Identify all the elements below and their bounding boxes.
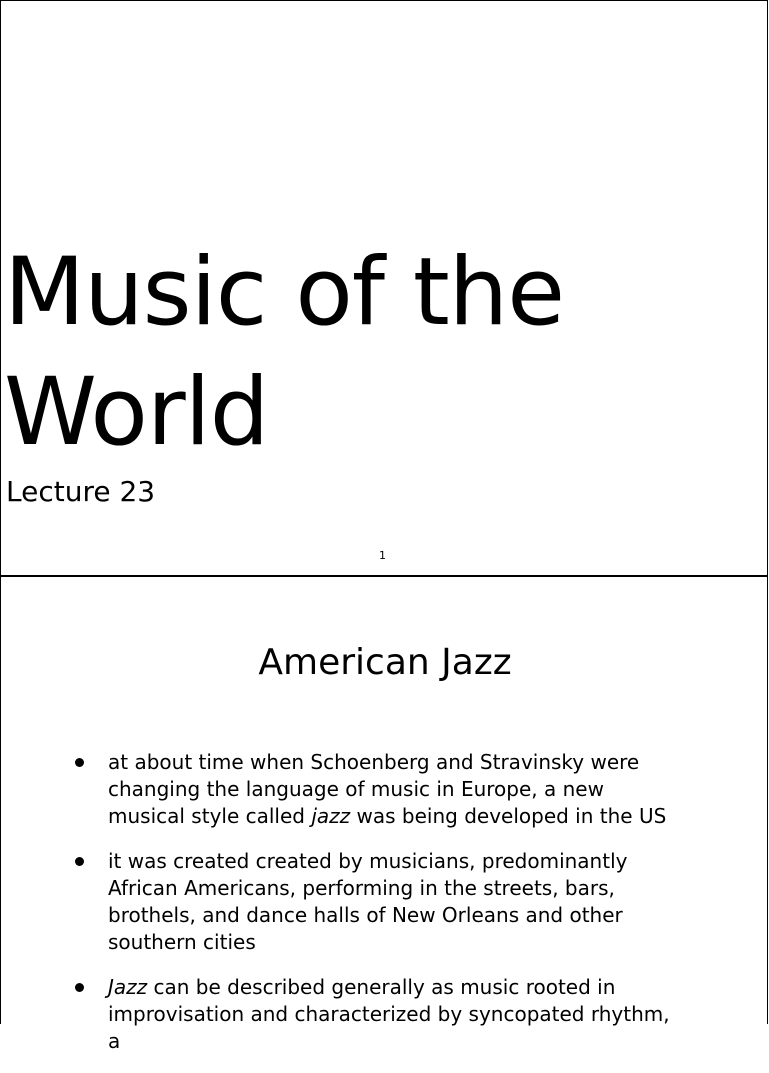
bullet-text-3: can be described generally as music rooted in improvisation and characterized by syncopated rhythm, a — [108, 975, 670, 1053]
bullet-italic-jazz: jazz — [311, 804, 351, 828]
bullet-list — [75, 749, 675, 1073]
bullet-item — [75, 749, 675, 830]
bullet-dot-icon — [75, 758, 84, 767]
bullet-item — [75, 974, 675, 1055]
slide-heading: American Jazz — [258, 642, 512, 683]
title-line-2: World — [4, 358, 269, 467]
bullet-item — [75, 848, 675, 956]
presentation-title — [4, 233, 644, 473]
bullet-dot-icon — [75, 983, 84, 992]
bullet-text-1b: was being developed in the US — [350, 804, 667, 828]
title-line-1: Music of the — [4, 238, 565, 347]
bullet-text-1a: at about time when Schoenberg and Stravinsky were changing the language of music in Europe, a new musical style called — [108, 750, 640, 828]
bullet-dot-icon — [75, 857, 84, 866]
page-number: 1 — [379, 549, 386, 562]
lecture-subtitle: Lecture 23 — [6, 475, 156, 508]
bullet-text-2: it was created created by musicians, predominantly African Americans, performing in the streets, bars, brothels, and dance halls of New Orleans and other southern cities — [108, 849, 628, 954]
bullet-italic-jazz-capital: Jazz — [108, 975, 148, 999]
slide-american-jazz — [0, 576, 768, 1053]
